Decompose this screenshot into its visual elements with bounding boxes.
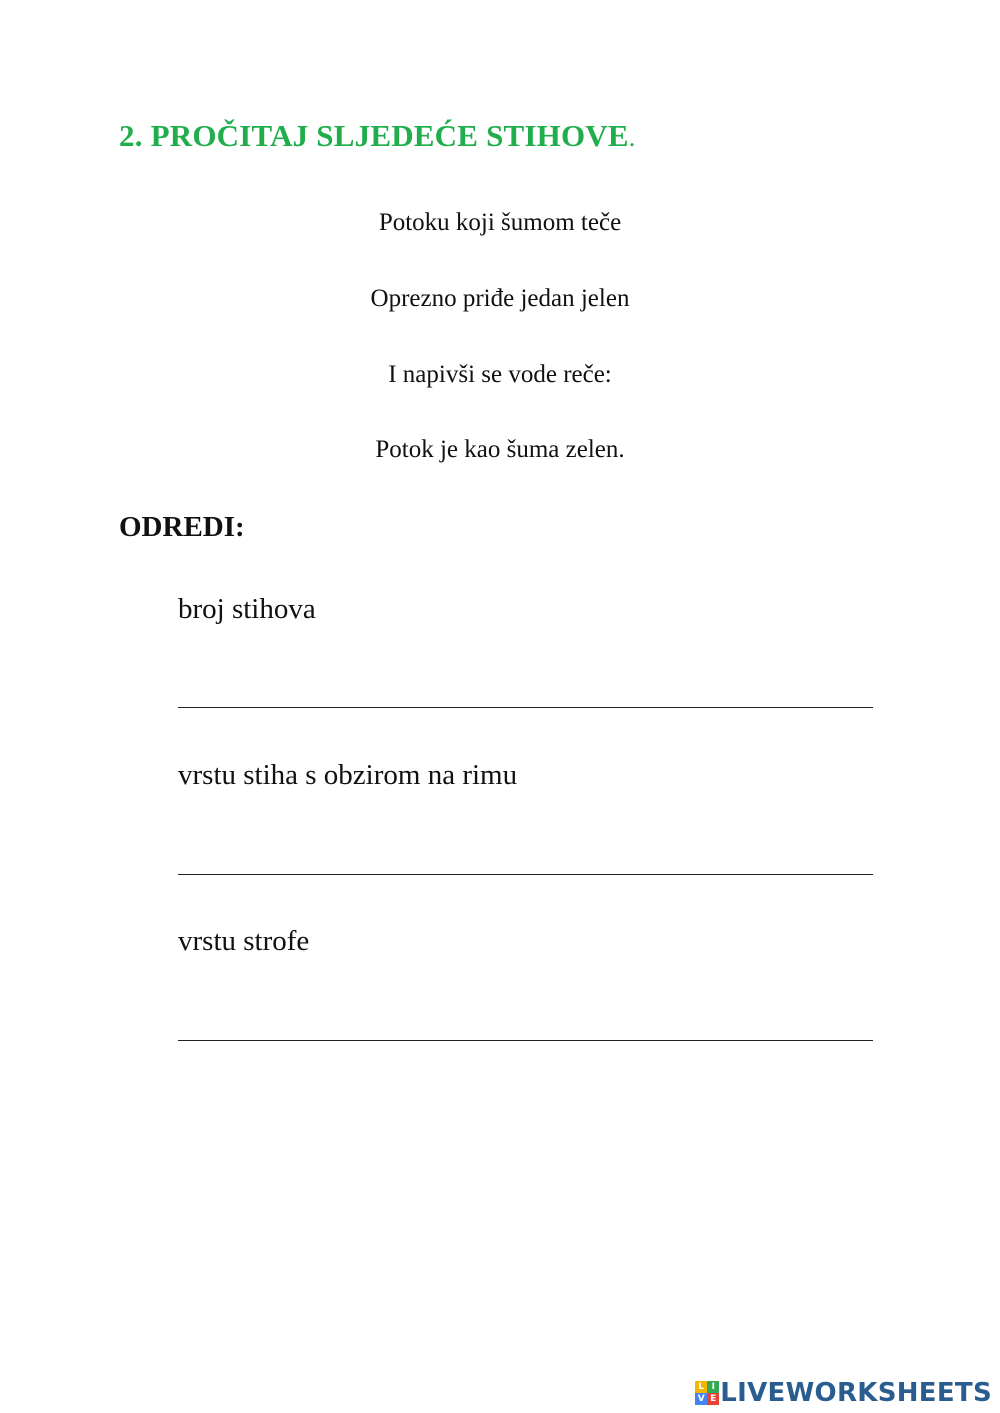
task-prompt-1: broj stihova	[178, 593, 316, 625]
liveworksheets-logo-icon: L I V E	[695, 1381, 719, 1405]
verse-line-2: Oprezno priđe jedan jelen	[370, 285, 630, 312]
verse-line-4: Potok je kao šuma zelen.	[375, 436, 625, 463]
verse-line-3: I napivši se vode reče:	[388, 361, 612, 388]
liveworksheets-logo	[695, 1376, 992, 1410]
verse-line-1: Potoku koji šumom teče	[378, 209, 622, 236]
exercise-title-period: .	[628, 123, 636, 152]
task-prompt-3: vrstu strofe	[178, 925, 310, 957]
liveworksheets-logo-text: LIVEWORKSHEETS	[720, 1378, 992, 1408]
exercise-title-text: 2. PROČITAJ SLJEDEĆE STIHOVE	[119, 118, 629, 153]
answer-line-3[interactable]	[178, 1040, 873, 1041]
answer-line-2[interactable]	[178, 874, 873, 875]
instruction-heading: ODREDI:	[119, 511, 245, 543]
task-prompt-2: vrstu stiha s obzirom na rimu	[178, 759, 518, 791]
exercise-title	[119, 118, 635, 154]
answer-line-1[interactable]	[178, 707, 873, 708]
